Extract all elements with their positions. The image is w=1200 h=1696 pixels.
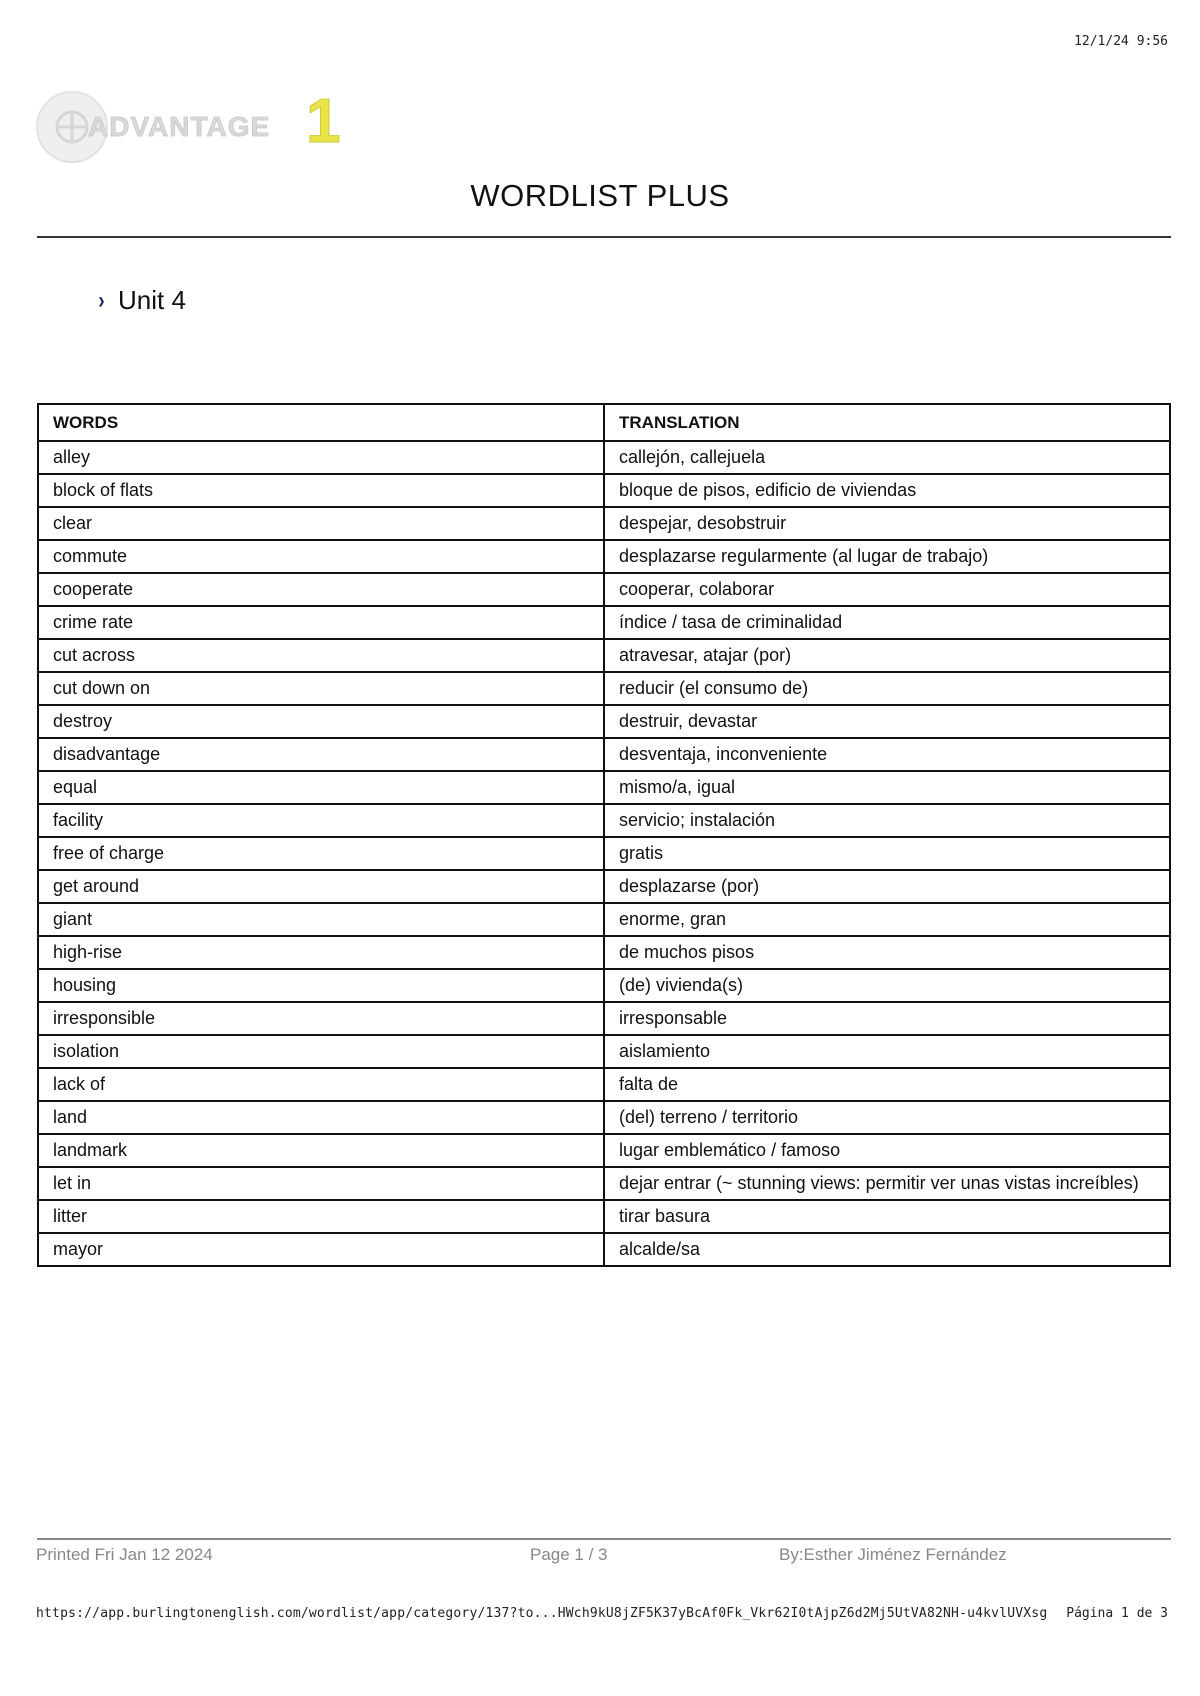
table-row — [38, 1200, 1170, 1233]
word-cell: cut down on — [38, 672, 604, 705]
translation-cell: reducir (el consumo de) — [604, 672, 1170, 705]
translation-cell: atravesar, atajar (por) — [604, 639, 1170, 672]
table-row — [38, 936, 1170, 969]
source-url: https://app.burlingtonenglish.com/wordlist/app/category/137?to...HWch9kU8jZF5K37yBcAf0Fk_Vkr62I0tAjpZ6d2Mj5UtVA82NH-u4kvlUVXsg — [36, 1606, 1048, 1621]
table-row — [38, 507, 1170, 540]
translation-cell: irresponsable — [604, 1002, 1170, 1035]
table-row — [38, 639, 1170, 672]
word-cell: facility — [38, 804, 604, 837]
title-divider — [37, 236, 1171, 238]
chevron-right-icon: › — [98, 286, 105, 314]
header-words: WORDS — [38, 404, 604, 441]
word-cell: alley — [38, 441, 604, 474]
page-title: WORDLIST PLUS — [470, 178, 730, 213]
table-row — [38, 969, 1170, 1002]
translation-cell: de muchos pisos — [604, 936, 1170, 969]
translation-cell: dejar entrar (~ stunning views: permitir ver unas vistas increíbles) — [604, 1167, 1170, 1200]
print-page-number: Página 1 de 3 — [1066, 1606, 1168, 1621]
table-row — [38, 1134, 1170, 1167]
translation-cell: desplazarse regularmente (al lugar de trabajo) — [604, 540, 1170, 573]
word-cell: irresponsible — [38, 1002, 604, 1035]
word-cell: cut across — [38, 639, 604, 672]
header-translation: TRANSLATION — [604, 404, 1170, 441]
word-cell: destroy — [38, 705, 604, 738]
table-row — [38, 1167, 1170, 1200]
translation-cell: cooperar, colaborar — [604, 573, 1170, 606]
translation-cell: alcalde/sa — [604, 1233, 1170, 1266]
translation-cell: servicio; instalación — [604, 804, 1170, 837]
word-cell: block of flats — [38, 474, 604, 507]
table-row — [38, 903, 1170, 936]
table-row — [38, 540, 1170, 573]
author-credit: By:Esther Jiménez Fernández — [779, 1545, 1007, 1564]
translation-cell: aislamiento — [604, 1035, 1170, 1068]
translation-cell: (de) vivienda(s) — [604, 969, 1170, 1002]
footer-divider — [37, 1538, 1171, 1540]
word-cell: cooperate — [38, 573, 604, 606]
word-cell: giant — [38, 903, 604, 936]
translation-cell: lugar emblemático / famoso — [604, 1134, 1170, 1167]
translation-cell: bloque de pisos, edificio de viviendas — [604, 474, 1170, 507]
table-row — [38, 606, 1170, 639]
word-cell: lack of — [38, 1068, 604, 1101]
word-cell: mayor — [38, 1233, 604, 1266]
word-cell: let in — [38, 1167, 604, 1200]
translation-cell: callejón, callejuela — [604, 441, 1170, 474]
table-row — [38, 1068, 1170, 1101]
unit-heading — [96, 285, 186, 316]
wordlist-table — [37, 403, 1171, 1267]
table-row — [38, 672, 1170, 705]
table-row — [38, 474, 1170, 507]
table-row — [38, 804, 1170, 837]
word-cell: high-rise — [38, 936, 604, 969]
table-row — [38, 1233, 1170, 1266]
table-row — [38, 738, 1170, 771]
word-cell: isolation — [38, 1035, 604, 1068]
table-row — [38, 1002, 1170, 1035]
word-cell: clear — [38, 507, 604, 540]
word-cell: get around — [38, 870, 604, 903]
table-row — [38, 870, 1170, 903]
word-cell: equal — [38, 771, 604, 804]
unit-label: Unit 4 — [118, 285, 186, 315]
translation-cell: falta de — [604, 1068, 1170, 1101]
word-cell: crime rate — [38, 606, 604, 639]
word-cell: free of charge — [38, 837, 604, 870]
table-row — [38, 1101, 1170, 1134]
table-row — [38, 771, 1170, 804]
table-row — [38, 441, 1170, 474]
translation-cell: índice / tasa de criminalidad — [604, 606, 1170, 639]
word-cell: housing — [38, 969, 604, 1002]
translation-cell: tirar basura — [604, 1200, 1170, 1233]
translation-cell: destruir, devastar — [604, 705, 1170, 738]
logo-number: 1 — [306, 87, 341, 156]
browser-timestamp: 12/1/24 9:56 — [1074, 34, 1168, 49]
translation-cell: enorme, gran — [604, 903, 1170, 936]
word-cell: litter — [38, 1200, 604, 1233]
translation-cell: (del) terreno / territorio — [604, 1101, 1170, 1134]
page-indicator: Page 1 / 3 — [530, 1545, 608, 1564]
table-row — [38, 1035, 1170, 1068]
table-row — [38, 705, 1170, 738]
advantage-logo — [36, 84, 376, 166]
word-cell: commute — [38, 540, 604, 573]
translation-cell: mismo/a, igual — [604, 771, 1170, 804]
translation-cell: desventaja, inconveniente — [604, 738, 1170, 771]
table-row — [38, 573, 1170, 606]
word-cell: disadvantage — [38, 738, 604, 771]
translation-cell: gratis — [604, 837, 1170, 870]
logo-wordmark: ADVANTAGE — [88, 111, 271, 142]
printed-date: Printed Fri Jan 12 2024 — [36, 1545, 213, 1564]
word-cell: land — [38, 1101, 604, 1134]
translation-cell: desplazarse (por) — [604, 870, 1170, 903]
table-header-row — [38, 404, 1170, 441]
table-row — [38, 837, 1170, 870]
translation-cell: despejar, desobstruir — [604, 507, 1170, 540]
word-cell: landmark — [38, 1134, 604, 1167]
